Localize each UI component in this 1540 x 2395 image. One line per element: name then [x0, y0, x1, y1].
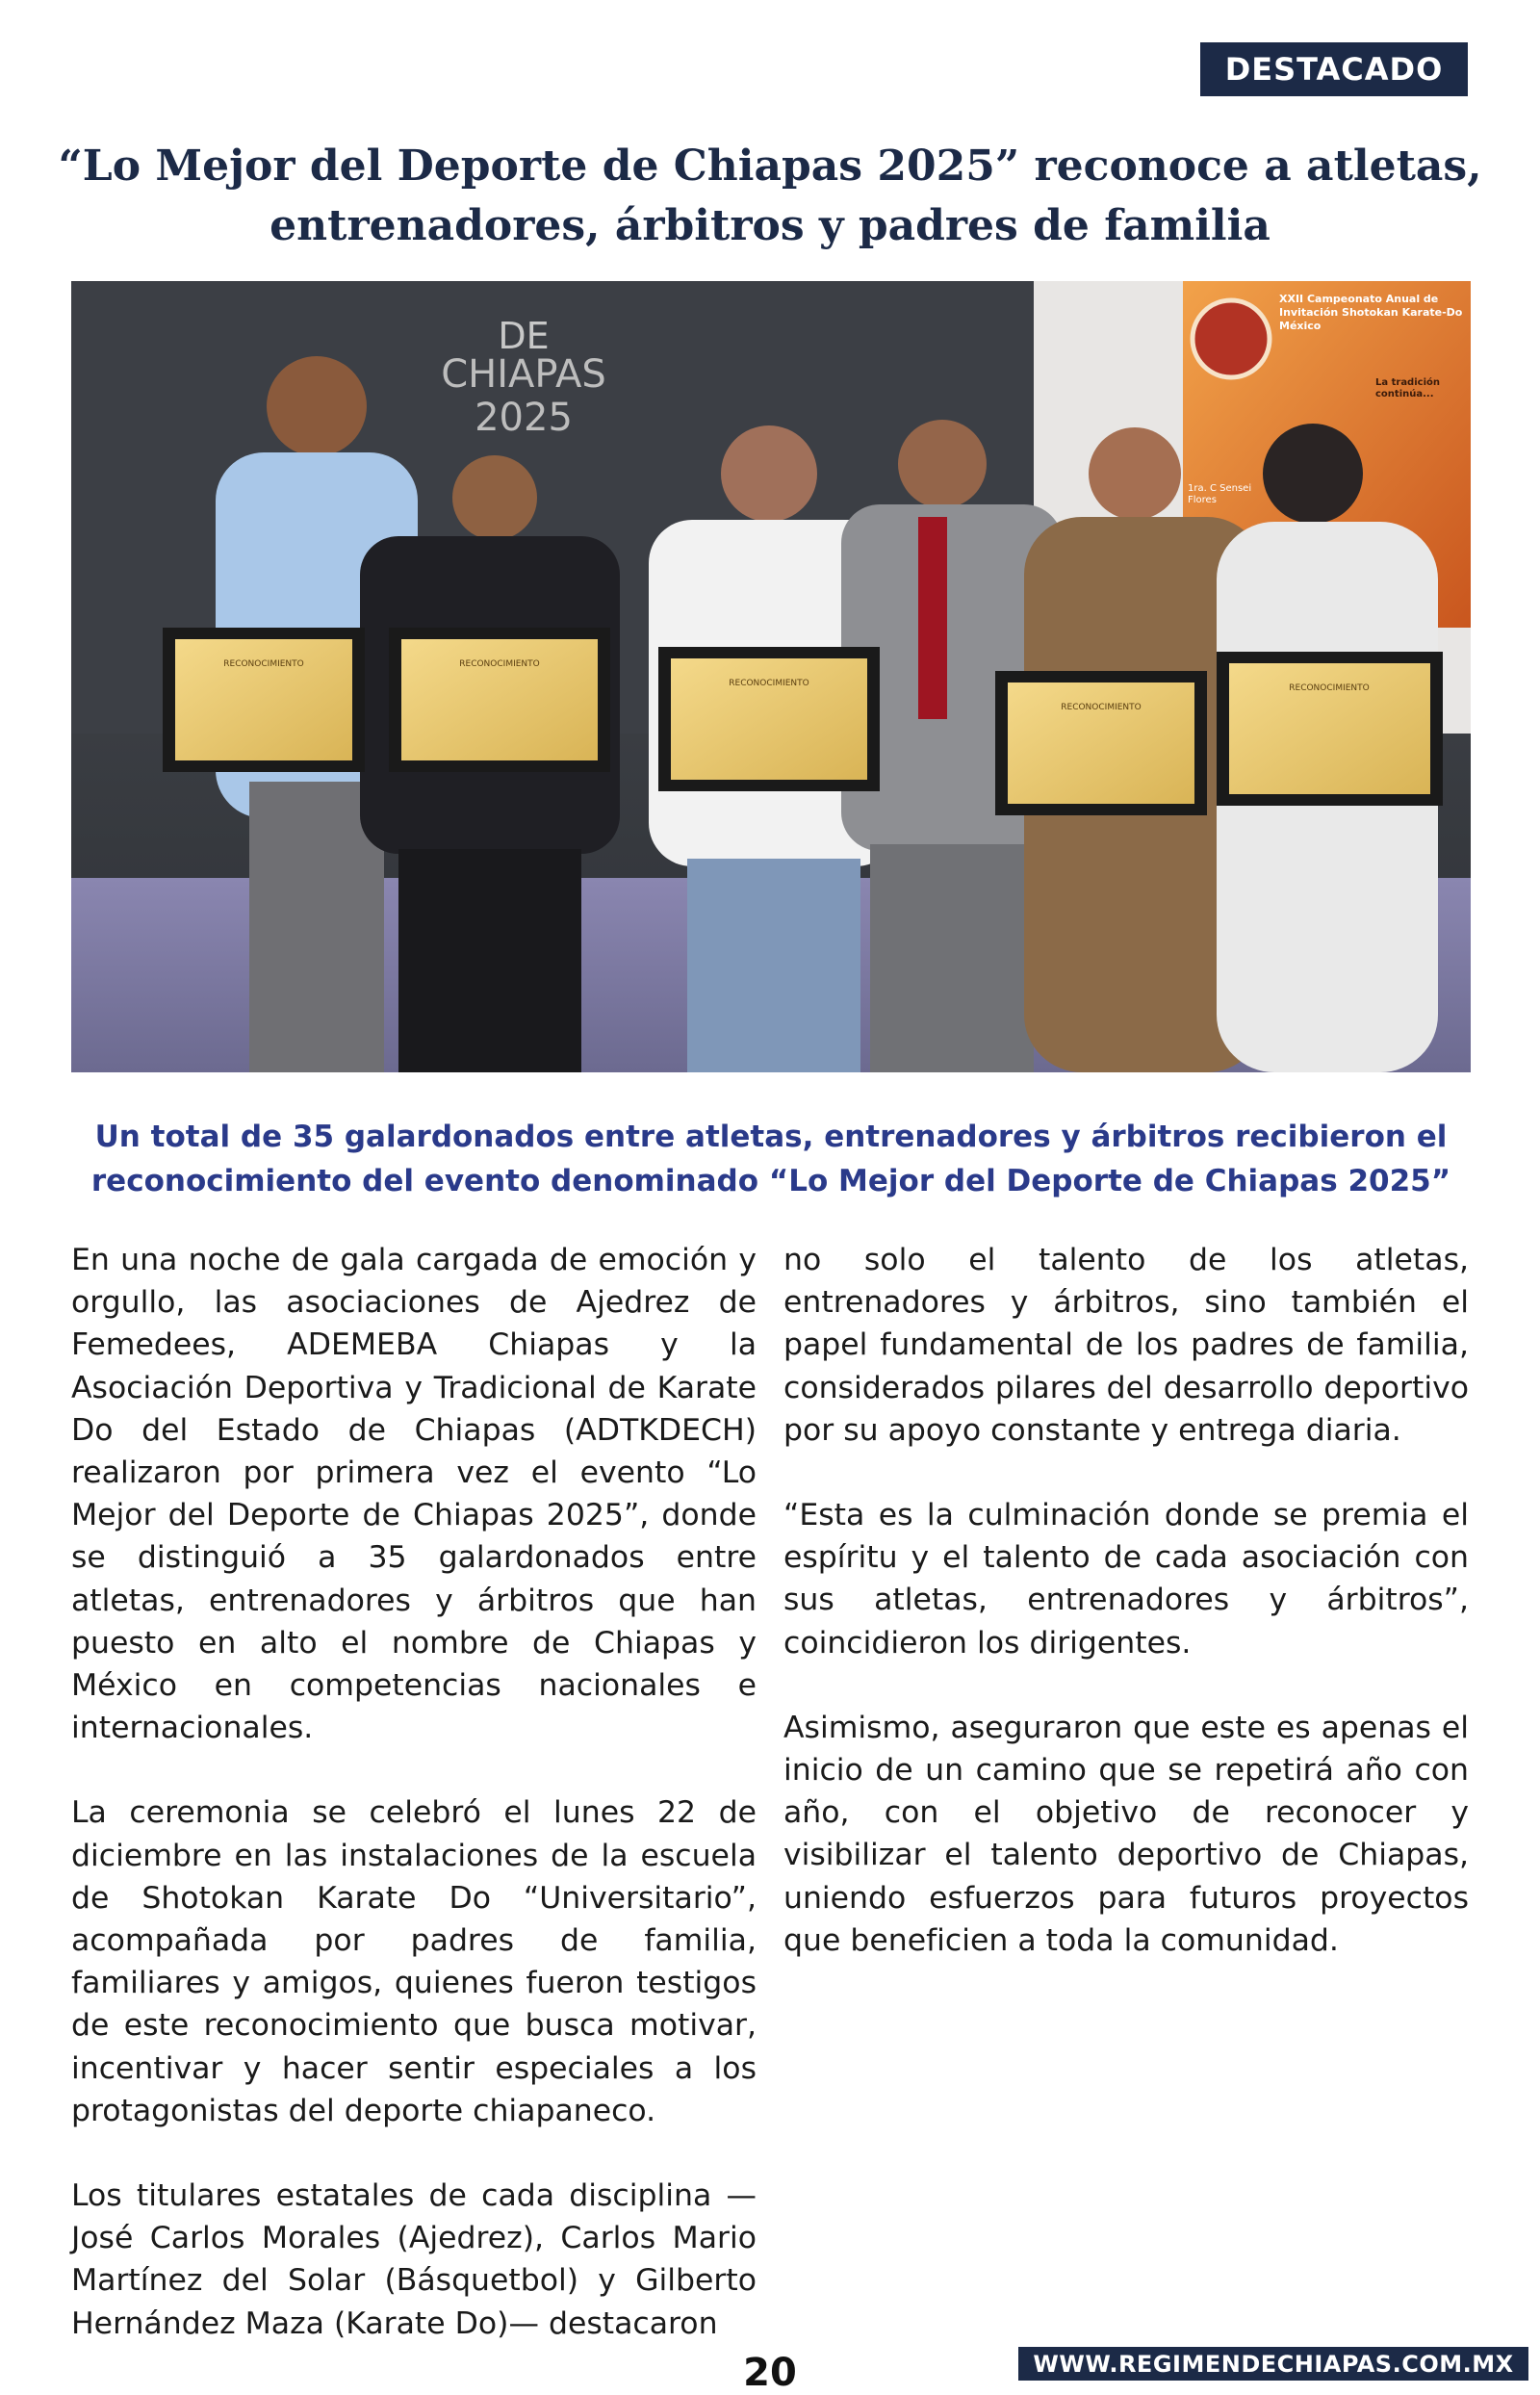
award-ceremony-photo — [71, 281, 1471, 1072]
svg-text:RECONOCIMIENTO: RECONOCIMIENTO — [1289, 683, 1370, 693]
article-column-right — [783, 1239, 1469, 2004]
caption-line-2: reconocimiento del evento denominado “Lo Mejor del Deporte de Chiapas 2025” — [90, 1164, 1451, 1198]
award-plaque-3 — [658, 647, 880, 791]
website-link[interactable]: WWW.REGIMENDECHIAPAS.COM.MX — [1018, 2347, 1528, 2381]
article-paragraph: Los titulares estatales de cada disciplina — José Carlos Morales (Ajedrez), Carlos Mario Martínez del Solar (Básquetbol) y Gilberto Hernández Maza (Karate Do)— destacaron — [71, 2178, 757, 2341]
headline-line-2: entrenadores, árbitros y padres de familia — [270, 201, 1270, 250]
award-plaque-1 — [163, 628, 365, 772]
award-plaque-2 — [389, 628, 610, 772]
article-paragraph: “Esta es la culminación donde se premia el espíritu y el talento de cada asociación con sus atletas, entrenadores y árbitros”, coincidieron los dirigentes. — [783, 1498, 1469, 1661]
section-badge: DESTACADO — [1200, 42, 1468, 96]
banner-text-chiapas: CHIAPAS — [441, 352, 606, 397]
headline-line-1: “Lo Mejor del Deporte de Chiapas 2025” reconoce a atletas, — [58, 142, 1482, 191]
banner-text-year: 2025 — [475, 396, 573, 440]
photo-caption — [71, 1115, 1471, 1203]
svg-text:RECONOCIMIENTO: RECONOCIMIENTO — [1061, 703, 1142, 712]
svg-text:RECONOCIMIENTO: RECONOCIMIENTO — [729, 679, 809, 688]
article-paragraph: La ceremonia se celebró el lunes 22 de diciembre en las instalaciones de la escuela de Shotokan Karate Do “Universitario”, acompañada por padres de familia, familiares y amigos, quienes fueron testigos de este reconocimiento que busca motivar, incentivar y hacer sentir especiales a los protagonistas del deporte chiapaneco. — [71, 1795, 757, 2128]
award-plaque-4 — [995, 671, 1207, 815]
poster-fragment: 1ra. C Sensei Flores — [1188, 483, 1252, 505]
banner-text-de: DE — [498, 315, 550, 357]
article-paragraph: no solo el talento de los atletas, entrenadores y árbitros, sino también el papel fundamental de los padres de familia, considerados pilares del desarrollo deportivo por su apoyo constante y entrega diaria. — [783, 1243, 1469, 1448]
poster-tagline: La tradición continúa... — [1375, 377, 1440, 399]
poster-emblem — [1193, 300, 1270, 377]
svg-text:RECONOCIMIENTO: RECONOCIMIENTO — [459, 659, 540, 669]
svg-text:RECONOCIMIENTO: RECONOCIMIENTO — [223, 659, 304, 669]
article-paragraph: En una noche de gala cargada de emoción y orgullo, las asociaciones de Ajedrez de Femedees, ADEMEBA Chiapas y la Asociación Deportiva y Tradicional de Karate Do del Estado de Chiapas (ADTKDECH) realizaron por primera vez el evento “Lo Mejor del Deporte de Chiapas 2025”, donde se distinguió a 35 galardonados entre atletas, entrenadores y árbitros que han puesto en alto el nombre de Chiapas y México en competencias nacionales e internacionales. — [71, 1243, 757, 1746]
article-headline — [58, 137, 1482, 256]
caption-line-1: Un total de 35 galardonados entre atletas, entrenadores y árbitros recibieron el — [94, 1120, 1448, 1154]
article-column-left — [71, 1239, 757, 2387]
award-plaque-5 — [1217, 652, 1443, 806]
poster-title: XXII Campeonato Anual de Invitación Shotokan Karate-Do México — [1279, 293, 1463, 332]
page-number: 20 — [743, 2351, 797, 2395]
article-paragraph: Asimismo, aseguraron que este es apenas el inicio de un camino que se repetirá año con año, con el objetivo de reconocer y visibilizar el talento deportivo de Chiapas, uniendo esfuerzos para futuros proyectos que beneficien a toda la comunidad. — [783, 1710, 1469, 1958]
